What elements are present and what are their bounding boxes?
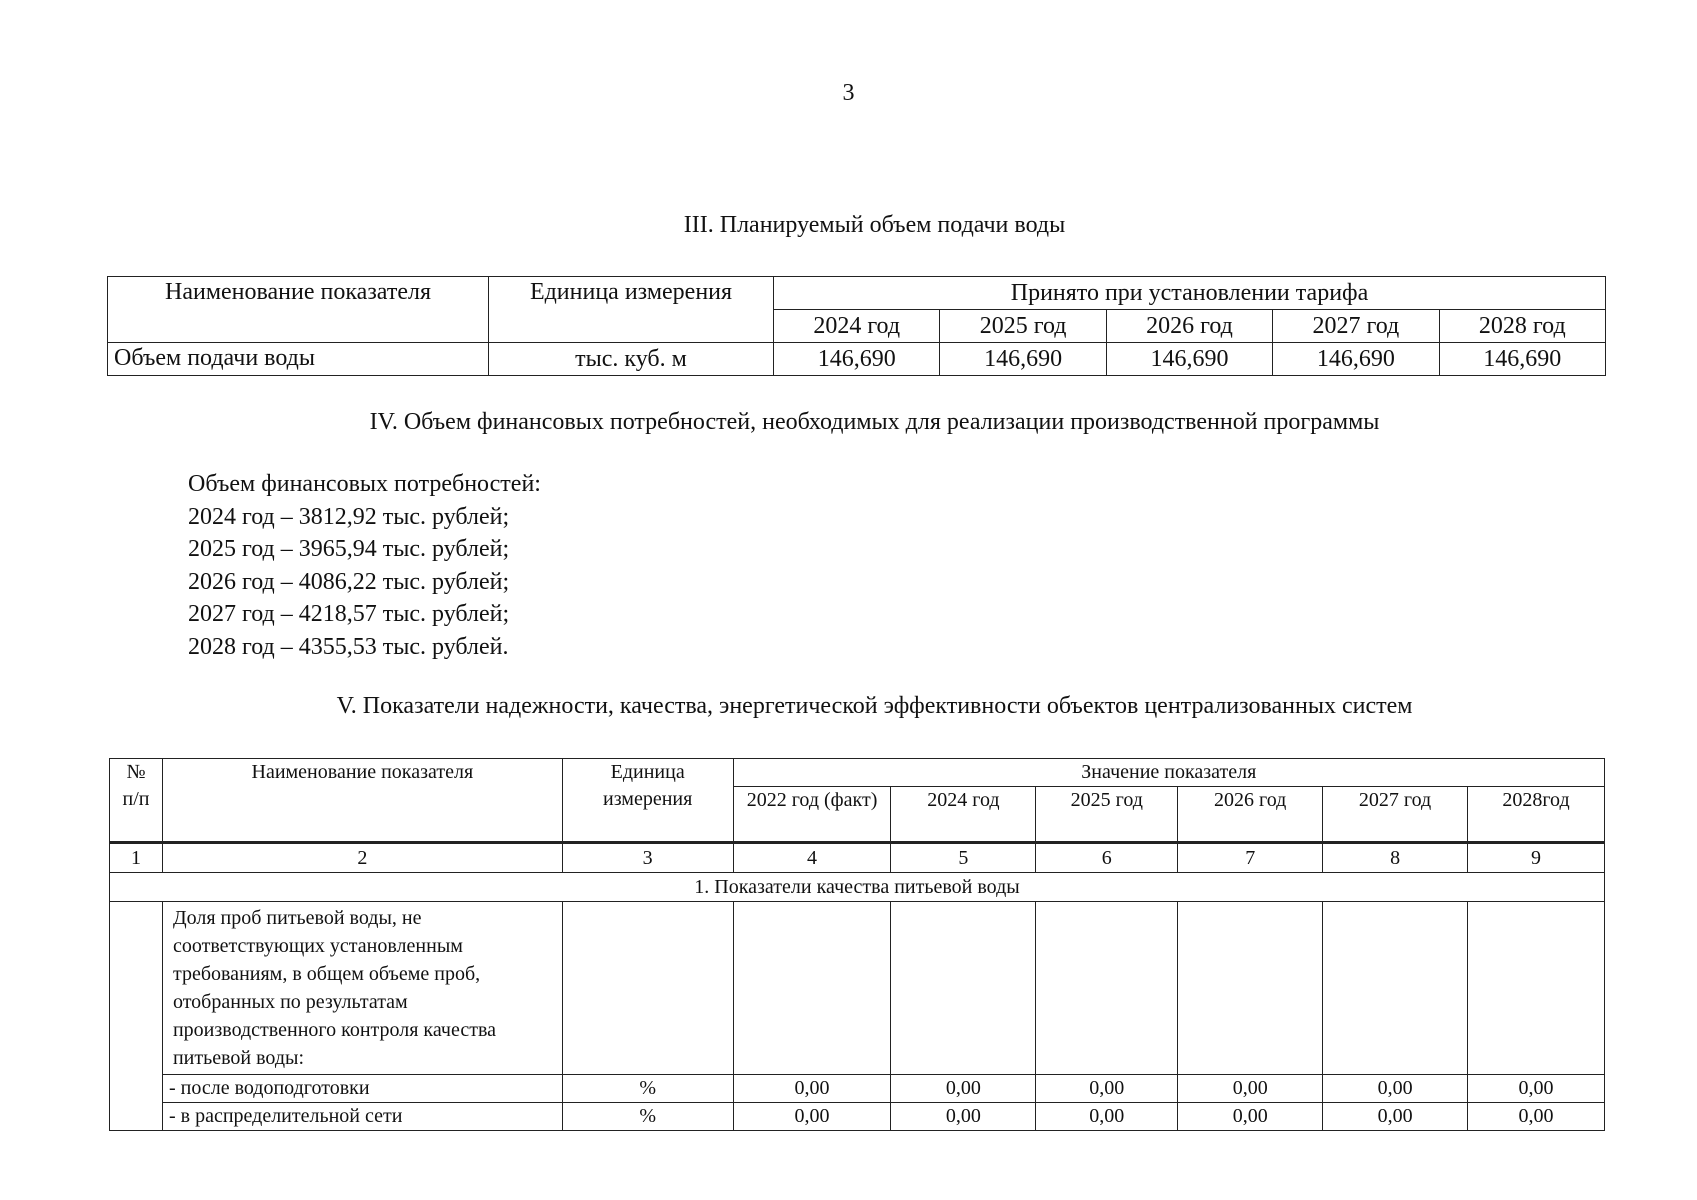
column-number: 7 — [1178, 843, 1323, 873]
financial-needs-block — [188, 468, 541, 663]
row-unit: тыс. куб. м — [489, 343, 774, 376]
group-row — [110, 873, 1605, 902]
empty-cell — [1323, 902, 1468, 1075]
year-header: 2024 год — [891, 787, 1036, 843]
column-number: 5 — [891, 843, 1036, 873]
column-header-unit: Единица измерения — [489, 277, 774, 343]
row-number — [110, 902, 163, 1131]
empty-cell — [733, 902, 891, 1075]
row-value: 0,00 — [1323, 1103, 1468, 1131]
column-header-name: Наименование показателя — [162, 759, 562, 843]
indicator-description: Доля проб питьевой воды, не соответствующих установленным требованиям, в общем объеме проб, отобранных по результатам производственного контроля качества питьевой воды: — [162, 902, 562, 1075]
table-row — [108, 343, 1606, 376]
table-row — [110, 1103, 1605, 1131]
quality-indicators-table — [109, 758, 1605, 1131]
column-number: 3 — [562, 843, 733, 873]
financial-line: Объем финансовых потребностей: — [188, 471, 541, 497]
row-value: 146,690 — [1439, 343, 1605, 376]
empty-cell — [1468, 902, 1605, 1075]
section-4-title: IV. Объем финансовых потребностей, необходимых для реализации производственной программы — [369, 409, 1380, 435]
row-name: Объем подачи воды — [108, 343, 489, 376]
row-name: - в распределительной сети — [162, 1103, 562, 1131]
year-header: 2028год — [1468, 787, 1605, 843]
column-number: 4 — [733, 843, 891, 873]
row-value: 146,690 — [1273, 343, 1439, 376]
financial-line: 2026 год – 4086,22 тыс. рублей; — [188, 568, 510, 595]
year-header: 2027 год — [1273, 310, 1439, 343]
row-value: 0,00 — [1036, 1075, 1178, 1103]
page-number: 3 — [842, 80, 855, 106]
row-value: 0,00 — [733, 1075, 891, 1103]
row-unit: % — [562, 1103, 733, 1131]
year-header: 2027 год — [1323, 787, 1468, 843]
column-group-header: Значение показателя — [733, 759, 1604, 787]
empty-cell — [562, 902, 733, 1075]
row-value: 146,690 — [940, 343, 1106, 376]
column-header-unit: Единица измерения — [562, 759, 733, 843]
row-unit: % — [562, 1075, 733, 1103]
empty-cell — [891, 902, 1036, 1075]
year-header: 2026 год — [1106, 310, 1272, 343]
column-header-name: Наименование показателя — [108, 277, 489, 343]
column-number: 8 — [1323, 843, 1468, 873]
row-value: 0,00 — [1468, 1103, 1605, 1131]
empty-cell — [1036, 902, 1178, 1075]
row-value: 0,00 — [891, 1075, 1036, 1103]
section-5-title: V. Показатели надежности, качества, энергетической эффективности объектов централизованных систем — [336, 693, 1413, 719]
row-value: 0,00 — [1178, 1103, 1323, 1131]
row-value: 0,00 — [891, 1103, 1036, 1131]
indicator-row — [110, 902, 1605, 1075]
row-value: 146,690 — [1106, 343, 1272, 376]
column-number: 2 — [162, 843, 562, 873]
year-header: 2024 год — [774, 310, 940, 343]
row-value: 0,00 — [1178, 1075, 1323, 1103]
financial-line: 2028 год – 4355,53 тыс. рублей. — [188, 633, 509, 660]
row-value: 0,00 — [1323, 1075, 1468, 1103]
section-3-title: III. Планируемый объем подачи воды — [683, 212, 1066, 238]
table-row — [110, 1075, 1605, 1103]
column-header-number: № п/п — [110, 759, 163, 843]
water-supply-table — [107, 276, 1606, 376]
column-number: 9 — [1468, 843, 1605, 873]
group-title: 1. Показатели качества питьевой воды — [110, 873, 1605, 902]
year-header: 2028 год — [1439, 310, 1605, 343]
financial-line: 2024 год – 3812,92 тыс. рублей; — [188, 503, 510, 530]
column-group-header: Принято при установлении тарифа — [774, 277, 1606, 310]
year-header: 2026 год — [1178, 787, 1323, 843]
financial-line: 2027 год – 4218,57 тыс. рублей; — [188, 601, 510, 627]
year-header: 2025 год — [1036, 787, 1178, 843]
year-header: 2025 год — [940, 310, 1106, 343]
column-number: 1 — [110, 843, 163, 873]
year-header: 2022 год (факт) — [733, 787, 891, 843]
row-value: 146,690 — [774, 343, 940, 376]
row-value: 0,00 — [1468, 1075, 1605, 1103]
row-name: - после водоподготовки — [162, 1075, 562, 1103]
row-value: 0,00 — [733, 1103, 891, 1131]
financial-line: 2025 год – 3965,94 тыс. рублей; — [188, 536, 510, 562]
column-number-row — [110, 843, 1605, 873]
column-number: 6 — [1036, 843, 1178, 873]
empty-cell — [1178, 902, 1323, 1075]
row-value: 0,00 — [1036, 1103, 1178, 1131]
